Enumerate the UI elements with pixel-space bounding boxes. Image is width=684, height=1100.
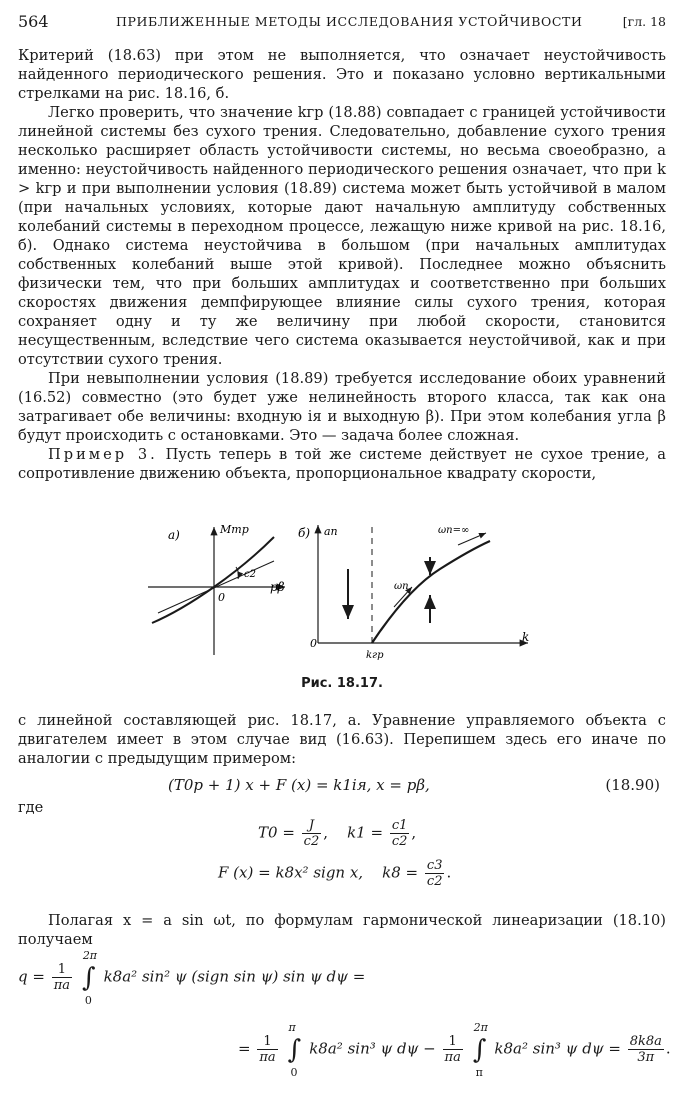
paragraph-6: где <box>18 799 44 816</box>
frac-c3: c3 <box>426 858 443 873</box>
integral-sign-3: ∫ 2π π <box>472 1020 488 1079</box>
integral-lower-3: π <box>475 1065 483 1079</box>
integral-lower: 0 <box>84 993 92 1007</box>
eq-t0: T0 = <box>258 823 295 842</box>
panel-b-origin: 0 <box>310 637 317 650</box>
integral-lower-2: 0 <box>290 1065 298 1079</box>
integral-sign-2: ∫ π 0 <box>287 1020 302 1079</box>
frac-c2: c2 <box>303 834 320 849</box>
frac-result-d: 3π <box>637 1050 655 1065</box>
figure-18-17 <box>140 515 540 669</box>
frac-1b: 1 <box>257 1034 277 1050</box>
panel-b-x-label: k <box>522 630 530 644</box>
paragraph-4-text: Пусть теперь в той же системе действует не сухое трение, а сопротивление движению объекта, пропорциональное квадрату скорости, <box>18 446 666 482</box>
frac-c3-c2 <box>425 858 445 889</box>
frac-1-pia-3 <box>443 1034 463 1065</box>
frac-pia: πa <box>53 978 71 993</box>
eq-result-eq: = <box>238 1039 251 1058</box>
paragraph-2: Легко проверить, что значение kгр (18.88) совпадает с границей устойчивости линейной системы без сухого трения. Следовательно, добавление сухого трения несколько расширяет область устойчивости системы, но весьма своеобразно, а именно: неустойчивость найденного периодического решения означает, что при k > kгр и при выполнении условия (18.89) система может быть устойчивой в малом (при начальных условиях, которые дают начальную амплитуду собственных колебаний системы в переходном процессе, лежащую ниже кривой на рис. 18.16, б). Однако система неустойчива в большом (при начальных амплитудах собственных колебаний выше этой кривой). Последнее можно объяснить физически тем, что при больших амплитудах и соответственно при больших скоростях движения демпфирующее влияние силы сухого трения, которая сохраняет одну и ту же величину при любой скорости, становится несущественным, вследствие чего система оказывается неустойчивой, как и при отсутствии сухого трения. <box>18 104 666 368</box>
text-block-last <box>18 911 666 949</box>
frac-j: J <box>302 818 322 834</box>
paragraph-4 <box>18 445 666 483</box>
paragraph-1: Критерий (18.63) при этом не выполняется, что означает неустойчивость найденного периодического решения. Это и показано условно вертикальными стрелками на рис. 18.16, б. <box>18 47 666 102</box>
frac-pia-b: πa <box>259 1050 276 1065</box>
eq-int2: k8a² sin³ ψ dψ = <box>494 1039 621 1058</box>
integral-upper-2: π <box>288 1020 296 1034</box>
integral-upper: 2π <box>82 948 98 962</box>
panel-a-curve <box>152 537 274 623</box>
equation-f: F (x) = k8x² sign x, k8 = $\frac{c3}{c2}$ . <box>218 858 452 889</box>
frac-1-pia <box>52 962 72 993</box>
frac-c1: c1 <box>391 818 408 833</box>
panel-b-curve <box>372 541 490 643</box>
running-title: ПРИБЛИЖЕННЫЕ МЕТОДЫ ИССЛЕДОВАНИЯ УСТОЙЧИВОСТИ <box>116 14 583 29</box>
eq-k1: k1 = <box>347 823 384 842</box>
equation-constants: T0 = $\frac{J}{c2}$ , k1 = $\frac{c1}{c2}$ , <box>258 818 417 849</box>
eq-f: F (x) = k8x² sign x, <box>218 863 364 882</box>
frac-j-c2 <box>302 818 322 849</box>
example-heading: Пример 3. <box>48 446 158 463</box>
frac-c2c: c2 <box>426 874 443 889</box>
equation-number: (18.90) <box>605 776 660 794</box>
paragraph-7: Полагая x = a sin ωt, по формулам гармонической линеаризации (18.10) получаем <box>18 912 666 948</box>
equation-18-90-body: (T0p + 1) x + F (x) = k1iя, x = pβ, <box>168 776 430 794</box>
frac-1: 1 <box>52 962 72 978</box>
panel-a-x-label: pβ <box>270 580 285 594</box>
integral-upper-3: 2π <box>473 1020 488 1034</box>
panel-a-label: а) <box>168 528 180 542</box>
eq-int1: k8a² sin³ ψ dψ − <box>309 1039 436 1058</box>
chapter-label: [гл. 18 <box>622 14 666 29</box>
panel-a-slope-label: c2 <box>244 569 256 580</box>
panel-b <box>298 523 529 661</box>
equation-q <box>18 948 366 1007</box>
frac-1c: 1 <box>443 1034 463 1050</box>
text-block-top <box>18 46 666 483</box>
eq-k8: k8 = <box>382 863 419 882</box>
frac-1-pia-2 <box>257 1034 277 1065</box>
figure-caption: Рис. 18.17. <box>301 676 383 691</box>
page-header <box>18 12 666 36</box>
equation-result: = $\frac{1}{\pi a}$ ∫ π 0 k8a² sin³ ψ dψ − $\frac{1}{\pi a}$ ∫ 2π π k8a² sin³ ψ dψ = $\frac{8k8a}{3\pi}$ . <box>238 1020 671 1079</box>
paragraph-3: При невыполнении условия (18.89) требуется исследование обоих уравнений (16.52) совместно (это будет уже нелинейность второго класса, так как она затрагивает обе величины: входную iя и выходную β). При этом колебания угла β будут происходить с остановками. Это — задача более сложная. <box>18 370 666 444</box>
integral-sign: ∫ 2π 0 <box>82 948 98 1007</box>
frac-result <box>628 1034 664 1065</box>
page-number: 564 <box>18 12 49 31</box>
panel-a-origin: 0 <box>218 591 225 604</box>
frac-result-n: 8k8a <box>629 1034 662 1049</box>
paragraph-5: с линейной составляющей рис. 18.17, а. Уравнение управляемого объекта с двигателем имеет в этом случае вид (16.63). Перепишем здесь его иначе по аналогии с предыдущим примером: <box>18 712 666 767</box>
panel-a-y-label: Mтр <box>220 523 249 536</box>
eq-q-integrand: k8a² sin² ψ (sign sin ψ) sin ψ dψ = <box>103 967 366 986</box>
eq-q: q = <box>18 967 45 986</box>
frac-c2b: c2 <box>391 834 408 849</box>
panel-b-curve-label-low: ωп <box>394 581 409 592</box>
where-line <box>18 798 666 817</box>
panel-b-k-label: kгр <box>366 650 384 661</box>
text-block-bottom <box>18 711 666 768</box>
frac-pia-c: πa <box>444 1050 461 1065</box>
panel-b-label: б) <box>298 526 311 540</box>
panel-a <box>148 523 285 655</box>
figure-svg <box>140 515 540 665</box>
panel-b-y-label: aп <box>324 525 338 538</box>
equation-18-90 <box>168 776 430 794</box>
frac-c1-c2 <box>390 818 410 849</box>
panel-b-curve-label-high: ωп=∞ <box>438 525 470 536</box>
